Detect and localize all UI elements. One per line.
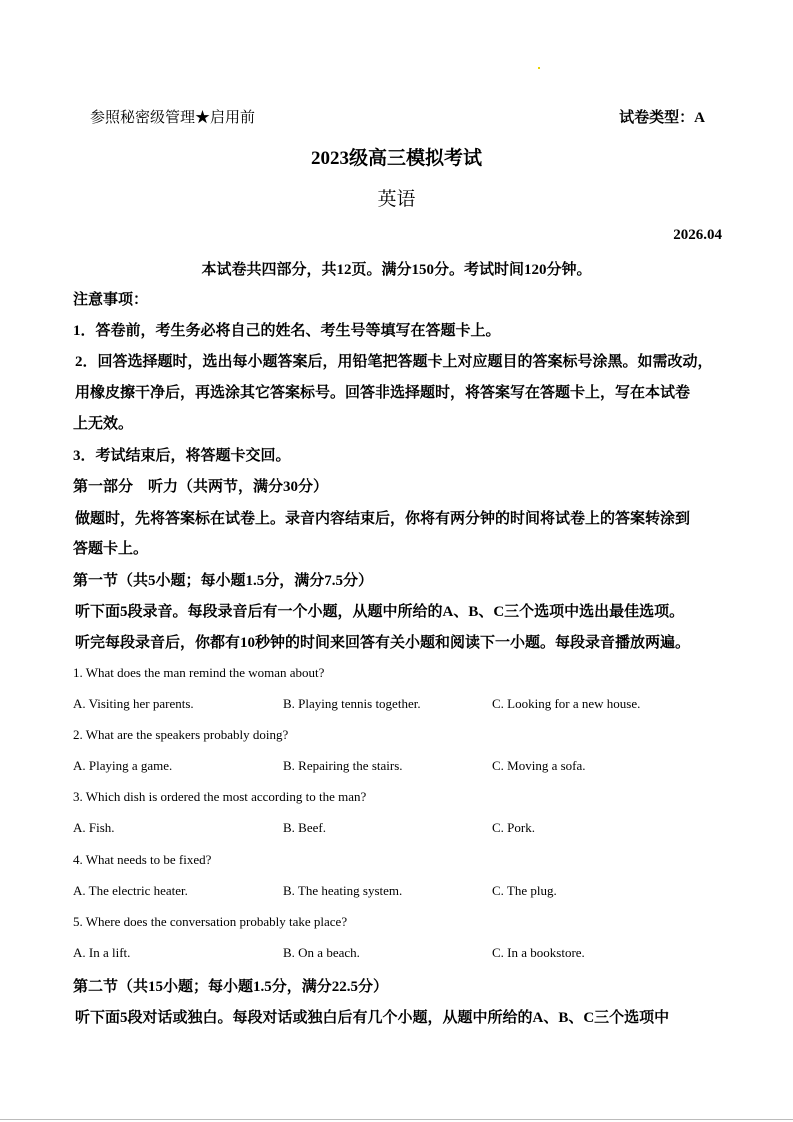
option-b: B. Beef.	[283, 820, 326, 836]
subject-title: 英语	[377, 189, 416, 210]
note-item: 用橡皮擦干净后，再选涂其它答案标号。回答非选择题时，将答案写在答题卡上，写在本试卷	[75, 385, 691, 401]
part1-instruction: 答题卡上。	[73, 541, 149, 557]
option-c: C. Looking for a new house.	[492, 696, 641, 711]
question-text: 2. What are the speakers probably doing?	[73, 727, 289, 743]
option-a: A. Fish.	[73, 820, 115, 836]
question-text: 1. What does the man remind the woman about?	[73, 665, 325, 680]
notes-heading: 注意事项：	[73, 292, 149, 308]
option-b: B. Playing tennis together.	[283, 696, 421, 711]
option-b: B. On a beach.	[283, 944, 360, 960]
section2-instruction: 听下面5段对话或独白。每段对话或独白后有几个小题，从题中所给的A、B、C三个选项中	[75, 1010, 670, 1026]
page-bottom-edge	[0, 1119, 793, 1120]
option-a: A. In a lift.	[73, 944, 131, 960]
option-c: C. Moving a sofa.	[492, 758, 586, 774]
question-text: 5. Where does the conversation probably take place?	[73, 913, 348, 929]
question-text: 4. What needs to be fixed?	[73, 851, 212, 867]
section2-heading: 第二节（共15小题；每小题1.5分，满分22.5分）	[73, 979, 389, 995]
option-a: A. The electric heater.	[73, 882, 188, 898]
option-b: B. Repairing the stairs.	[283, 758, 403, 774]
option-b: B. The heating system.	[283, 882, 403, 898]
exam-summary: 本试卷共四部分，共12页。满分150分。考试时间120分钟。	[201, 262, 592, 278]
scan-speck	[538, 67, 540, 69]
option-a: A. Playing a game.	[73, 758, 173, 774]
note-item: 上无效。	[73, 416, 134, 432]
note-item: 2．回答选择题时，选出每小题答案后，用铅笔把答题卡上对应题目的答案标号涂黑。如需改动，	[75, 354, 713, 370]
part1-heading: 第一部分 听力（共两节，满分30分）	[73, 479, 329, 495]
option-c: C. The plug.	[492, 882, 557, 898]
exam-date: 2026.04	[673, 227, 722, 243]
note-item: 3．考试结束后，将答题卡交回。	[73, 448, 291, 464]
note-item: 1．答卷前，考生务必将自己的姓名、考生号等填写在答题卡上。	[73, 323, 501, 339]
part1-instruction: 做题时，先将答案标在试卷上。录音内容结束后，你将有两分钟的时间将试卷上的答案转涂到	[75, 511, 691, 527]
section1-instruction: 听完每段录音后，你都有10秒钟的时间来回答有关小题和阅读下一小题。每段录音播放两遍。	[75, 635, 691, 651]
section1-heading: 第一节（共5小题；每小题1.5分，满分7.5分）	[73, 573, 374, 589]
option-c: C. In a bookstore.	[492, 944, 585, 960]
option-c: C. Pork.	[492, 820, 535, 836]
option-a: A. Visiting her parents.	[73, 696, 194, 711]
exam-title: 2023级高三模拟考试	[310, 148, 482, 169]
paper-type: 试卷类型：A	[619, 110, 705, 126]
section1-instruction: 听下面5段录音。每段录音后有一个小题，从题中所给的A、B、C三个选项中选出最佳选项。	[75, 604, 685, 620]
confidential-label: 参照秘密级管理★启用前	[90, 110, 256, 126]
question-text: 3. Which dish is ordered the most according to the man?	[73, 789, 367, 805]
